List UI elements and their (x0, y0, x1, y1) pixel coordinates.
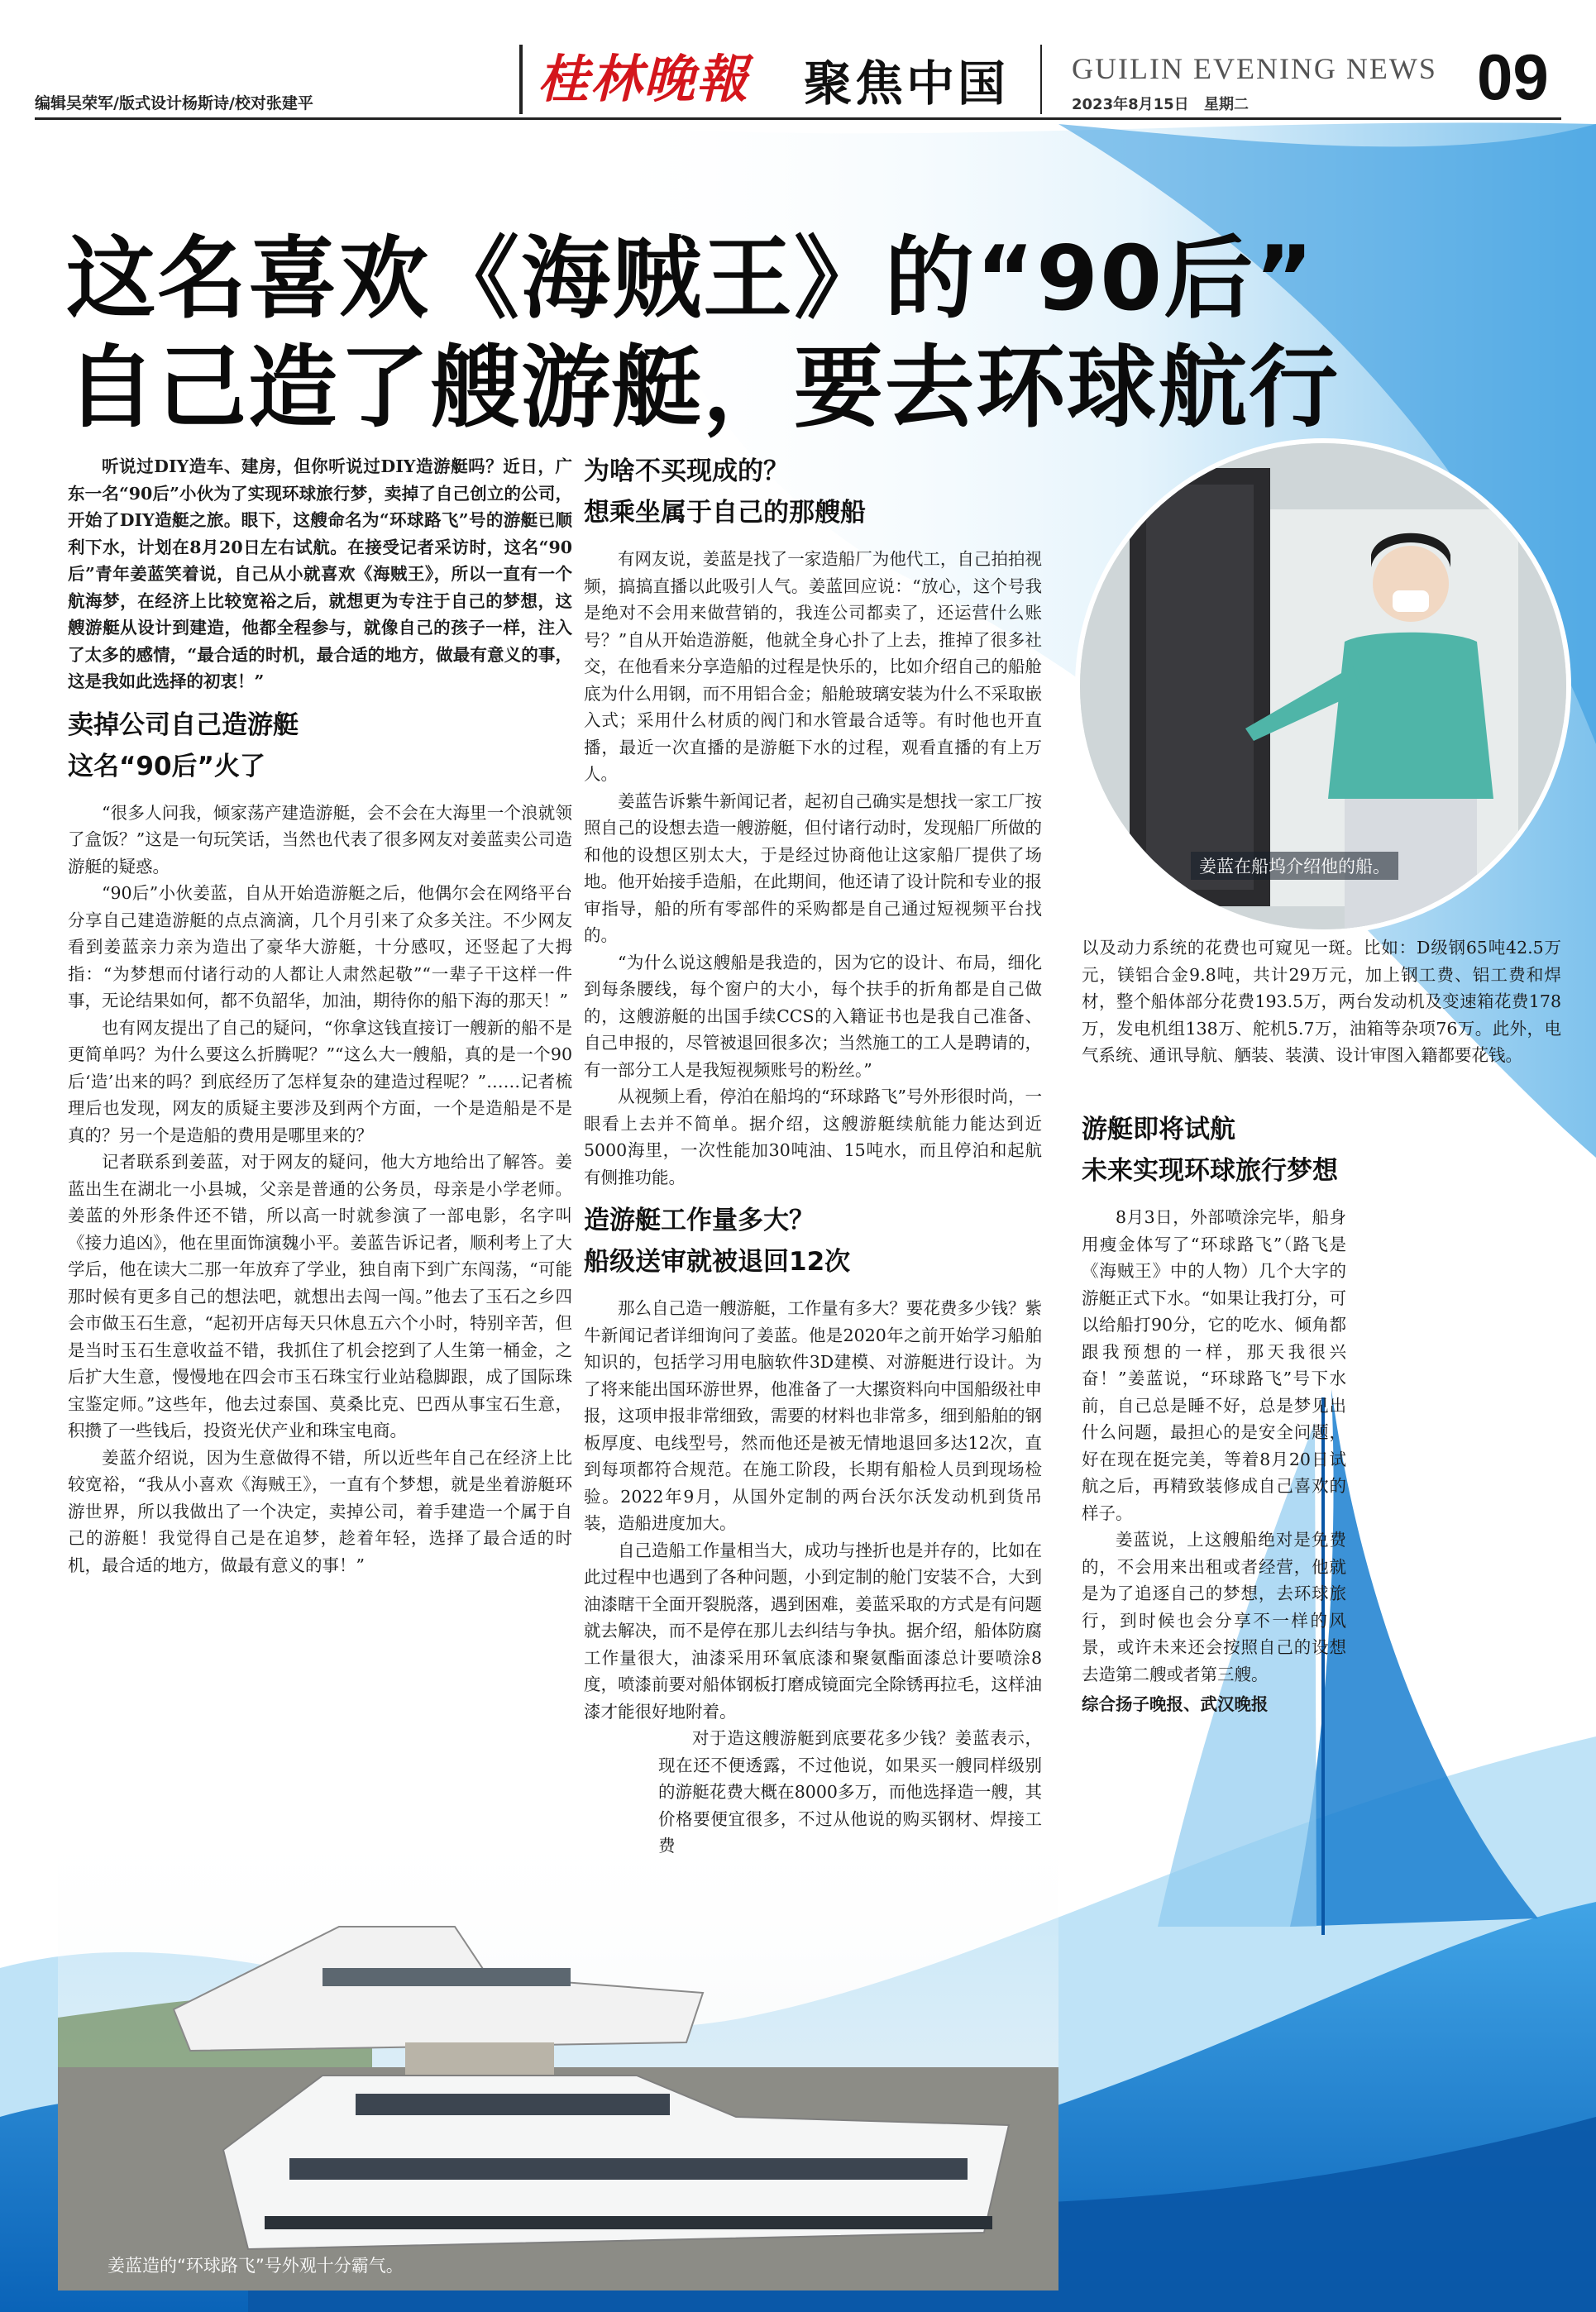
subhead-section4-line2: 未来实现环球旅行梦想 (1082, 1156, 1338, 1186)
editor-credits: 编辑吴荣军/版式设计杨斯诗/校对张建平 (35, 94, 313, 112)
subhead-section2-line1: 为啥不买现成的？ (584, 456, 789, 486)
paragraph: “很多人问我，倾家荡产建造游艇，会不会在大海里一个浪就领了盒饭？”这是一句玩笑话，当然也代表了很多网友对姜蓝卖公司造游艇的疑惑。 (68, 802, 572, 877)
newspaper-logo: 桂林晚報 (538, 49, 750, 109)
paragraph: 有网友说，姜蓝是找了一家造船厂为他代工，自己拍拍视频，搞搞直播以此吸引人气。姜蓝回应说：“放心，这个号我是绝对不会用来做营销的，我连公司都卖了，还运营什么账号？”自从开始造游艇，他就全身心扑了上去，推掉了很多社交，在他看来分享造船的过程是快乐的，比如介绍自己的船舱底为什么用钢，而不用铝合金；船舱玻璃安装为什么不采取嵌入式；采用什么材质的阀门和水管最合适等。有时他也开直播，最近一次直播的是游艇下水的过程，观看直播的有上万人。 (584, 549, 1042, 784)
photo-caption-bottom: 姜蓝造的“环球路飞”号外观十分霸气。 (108, 2256, 404, 2276)
subhead-section3-line1: 造游艇工作量多大？ (584, 1206, 815, 1235)
article-column-3-continuation (1082, 934, 1561, 1069)
paragraph: 从视频上看，停泊在船坞的“环球路飞”号外形很时尚，一眼看上去并不简单。据介绍，这艘游艇续航能力能达到近5000海里，一次性能加30吨油、15吨水，而且停泊和起航有侧推功能。 (584, 1087, 1042, 1187)
issue-date: 2023年8月15日 (1072, 96, 1189, 113)
header-rule (35, 117, 1561, 120)
article-column-1 (68, 453, 572, 1579)
subhead-section1-line1: 卖掉公司自己造游艇 (68, 709, 299, 740)
paragraph: 也有网友提出了自己的疑问，“你拿这钱直接订一艘新的船不是更简单吗？为什么要这么折腾呢？”“这么大一艘船，真的是一个90后‘造’出来的吗？到底经历了怎样复杂的建造过程呢？”……记者梳理后也发现，网友的质疑主要涉及到两个方面，一个是造船是不是真的？另一个是造船的费用是哪里来的？ (68, 1017, 572, 1145)
photo-caption-top: 姜蓝在船坞介绍他的船。 (1191, 852, 1398, 880)
paragraph: 对于造这艘游艇到底要花多少钱？姜蓝表示，现在还不便透露，不过他说，如果买一艘同样级别的游艇花费大概在8000多万，而他选择造一艘，其价格要便宜很多，不过从他说的购买钢材、焊接工费 (658, 1728, 1042, 1856)
paragraph: 自己造船工作量相当大，成功与挫折也是并存的，比如在此过程中也遇到了各种问题，小到定制的舱门安装不合，大到油漆瞎干全面开裂脱落，遇到困难，姜蓝采取的方式是有问题就去解决，而不是停在那儿去纠结与争执。据介绍，船体防腐工作量很大，油漆采用环氧底漆和聚氨酯面漆总计要喷涂8度，喷漆前要对船体钢板打磨成镜面完全除锈再拉毛，这样油漆才能很好地附着。 (584, 1540, 1042, 1722)
subhead-section1-line2: 这名“90后”火了 (68, 751, 265, 781)
headline-line-2: 自己造了艘游艇，要去环球航行 (66, 337, 1340, 440)
paragraph: 那么自己造一艘游艇，工作量有多大？要花费多少钱？紫牛新闻记者详细询问了姜蓝。他是2020年之前开始学习船舶知识的，包括学习用电脑软件3D建模、对游艇进行设计。为了将来能出国环游世界，他准备了一大摞资料向中国船级社申报，这项申报非常细致，需要的材料也非常多，细到船舶的钢板厚度、电线型号，然而他还是被无情地退回多达12次，直到每项都符合规范。在施工阶段，长期有船检人员到现场检验。2022年9月，从国外定制的两台沃尔沃发动机到货吊装，造船进度加大。 (584, 1298, 1042, 1533)
subhead-section2-line2: 想乘坐属于自己的那艘船 (584, 498, 866, 528)
masthead (0, 0, 1596, 124)
headline-line-1: 这名喜欢《海贼王》的“90后” (66, 227, 1316, 331)
newspaper-english-name: GUILIN EVENING NEWS (1072, 52, 1437, 85)
paragraph: “为什么说这艘船是我造的，因为它的设计、布局，细化到每条腰线，每个窗户的大小，每个扶手的折角都是自己做的，这艘游艇的出国手续CCS的入籍证书也是我自己准备、自己申报的，尽管被退回很多次；当然施工的工人是聘请的，有一部分工人是我短视频账号的粉丝。” (584, 952, 1042, 1080)
paragraph: “90后”小伙姜蓝，自从开始造游艇之后，他偶尔会在网络平台分享自己建造游艇的点点滴滴，几个月引来了众多关注。不少网友看到姜蓝亲力亲为造出了豪华大游艇，十分感叹，还竖起了大拇指：“为梦想而付诸行动的人都让人肃然起敬”“一辈子干这样一件事，无论结果如何，都不负韶华，加油，期待你的船下海的那天！” (68, 883, 572, 1010)
article-intro: 听说过DIY造车、建房，但你听说过DIY造游艇吗？近日，广东一名“90后”小伙为了实现环球旅行梦，卖掉了自己创立的公司，开始了DIY造艇之旅。眼下，这艘命名为“环球路飞”号的游艇已顺利下水，计划在8月20日左右试航。在接受记者采访时，这名“90后”青年姜蓝笑着说，自己从小就喜欢《海贼王》，所以一直有一个航海梦，在经济上比较宽裕之后，就想更为专注于自己的梦想，这艘游艇从设计到建造，他都全程参与，就像自己的孩子一样，注入了太多的感情，“最合适的时机，最合适的地方，做最有意义的事，这是我如此选择的初衷！” (68, 456, 572, 691)
section-title: 聚焦中国 (804, 55, 1010, 112)
yacht-photo (58, 1803, 1058, 2291)
paragraph: 姜蓝说，上这艘船绝对是免费的，不会用来出租或者经营，他就是为了追逐自己的梦想，去环球旅行，到时候也会分享不一样的风景，或许未来还会按照自己的设想去造第二艘或者第三艘。 (1082, 1530, 1346, 1684)
masthead-divider (519, 45, 523, 114)
paragraph: 以及动力系统的花费也可窥见一斑。比如：D级钢65吨42.5万元，镁铝合金9.8吨，共计29万元，加上钢工费、铝工费和焊材，整个船体部分花费193.5万，两台发动机及变速箱花费178万，发电机组138万、舵机5.7万，油箱等杂项76万。此外，电气系统、通讯导航、舾装、装潢、设计审图入籍都要花钱。 (1082, 938, 1561, 1065)
paragraph: 8月3日，外部喷涂完毕，船身用瘦金体写了“环球路飞”（路飞是《海贼王》中的人物）几个大字的游艇正式下水。“如果让我打分，可以给船打90分，它的吃水、倾角都跟我预想的一样，那天我很兴奋！”姜蓝说，“环球路飞”号下水前，自己总是睡不好，总是梦见出什么问题，最担心的是安全问题，好在现在挺完美，等着8月20日试航之后，再精致装修成自己喜欢的样子。 (1082, 1207, 1346, 1523)
paragraph: 姜蓝介绍说，因为生意做得不错，所以近些年自己在经济上比较宽裕，“我从小喜欢《海贼王》，一直有个梦想，就是坐着游艇环游世界，所以我做出了一个决定，卖掉公司，着手建造一个属于自己的游艇！我觉得自己是在追梦，趁着年轻，选择了最合适的时机，最合适的地方，做最有意义的事！” (68, 1447, 572, 1575)
masthead-divider (1040, 45, 1042, 114)
paragraph: 姜蓝告诉紫牛新闻记者，起初自己确实是想找一家工厂按照自己的设想去造一艘游艇，但付诸行动时，发现船厂所做的和他的设想区别太大，于是经过协商他让这家船厂提供了场地。他开始接手造船，在此期间，他还请了设计院和专业的报审指导，船的所有零部件的采购都是自己通过短视频平台找的。 (584, 791, 1042, 945)
page-number: 09 (1477, 41, 1549, 113)
subhead-section3-line2: 船级送审就被退回12次 (584, 1247, 851, 1277)
subhead-section4-line1: 游艇即将试航 (1082, 1115, 1235, 1144)
yacht-illustration (58, 1803, 1058, 2291)
article-column-2 (584, 453, 1042, 1860)
article-column-3 (1082, 1100, 1561, 1718)
paragraph: 记者联系到姜蓝，对于网友的疑问，他大方地给出了解答。姜蓝出生在湖北一小县城，父亲是普通的公务员，母亲是小学老师。姜蓝的外形条件还不错，所以高一时就参演了一部电影，名字叫《接力追凶》，他在里面饰演魏小平。姜蓝告诉记者，顺利考上了大学后，他在读大二那一年放弃了学业，独自南下到广东闯荡，“可能那时候有更多自己的想法吧，就想出去闯一闯。”他去了玉石之乡四会市做玉石生意，“起初开店每天只休息五六个小时，特别辛苦，但是当时玉石生意收益不错，我抓住了机会挖到了人生第一桶金，之后扩大生意，慢慢地在四会市玉石珠宝行业站稳脚跟，成了国际珠宝鉴定师。”这些年，他去过泰国、莫桑比克、巴西从事宝石生意，积攒了一些钱后，投资光伏产业和珠宝电商。 (68, 1152, 572, 1440)
issue-weekday: 星期二 (1204, 96, 1249, 113)
article-source: 综合扬子晚报、武汉晚报 (1082, 1694, 1269, 1714)
